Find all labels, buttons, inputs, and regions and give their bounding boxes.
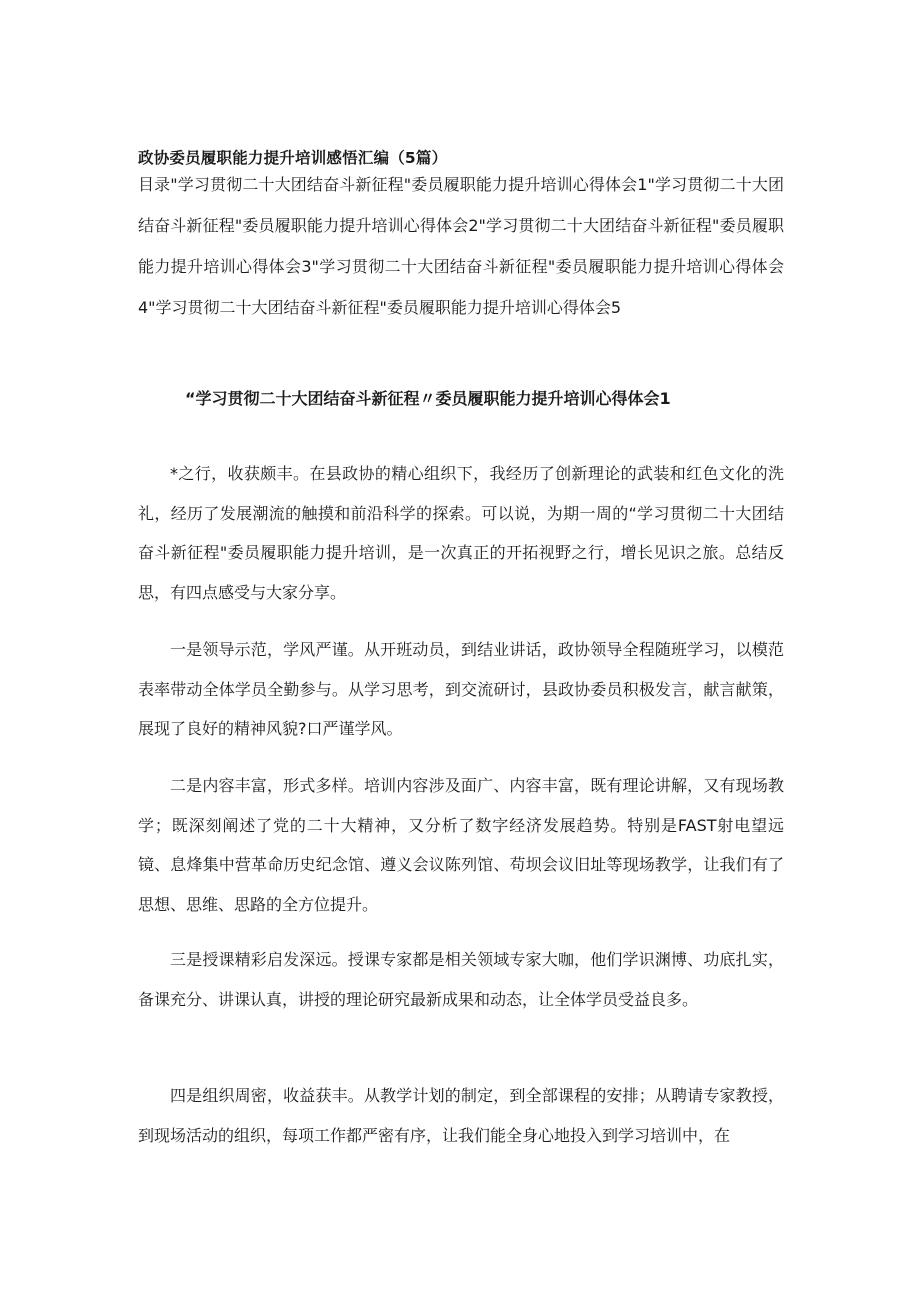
paragraph-point-4: 四是组织周密，收益获丰。从教学计划的制定，到全部课程的安排；从聘请专家教授，到现场活动的组织，每项工作都严密有序，让我们能全身心地投入到学习培训中，在 (138, 1086, 784, 1145)
paragraph-point-1: 一是领导示范，学风严谨。从开班动员，到结业讲话，政协领导全程随班学习，以模范表率带动全体学员全勤参与。从学习思考，到交流研讨，县政协委员积极发言，献言献策，展现了良好的精神风貌?口严谨学风。 (138, 640, 784, 738)
paragraph-intro: *之行，收获颇丰。在县政协的精心组织下，我经历了创新理论的武装和红色文化的洗礼，经历了发展潮流的触摸和前沿科学的探索。可以说，为期一周的“学习贯彻二十大团结奋斗新征程"委员履职能力提升培训，是一次真正的开拓视野之行，增长见识之旅。总结反思，有四点感受与大家分享。 (138, 464, 784, 602)
section-title: “学习贯彻二十大团结奋斗新征程〃委员履职能力提升培训心得体会1 (185, 389, 671, 408)
document-title: 政协委员履职能力提升培训感悟汇编（5篇） (138, 149, 448, 167)
table-of-contents: 目录"学习贯彻二十大团结奋斗新征程"委员履职能力提升培训心得体会1"学习贯彻二十大团结奋斗新征程"委员履职能力提升培训心得体会2"学习贯彻二十大团结奋斗新征程"委员履职能力提升培训心得体会3"学习贯彻二十大团结奋斗新征程"委员履职能力提升培训心得体会4"学习贯彻二十大团结奋斗新征程"委员履职能力提升培训心得体会5 (138, 175, 784, 317)
paragraph-point-3: 三是授课精彩启发深远。授课专家都是相关领域专家大咖，他们学识渊博、功底扎实，备课充分、讲课认真，讲授的理论研究最新成果和动态，让全体学员受益良多。 (138, 950, 784, 1009)
paragraph-point-2: 二是内容丰富，形式多样。培训内容涉及面广、内容丰富，既有理论讲解，又有现场教学；既深刻阐述了党的二十大精神，又分析了数字经济发展趋势。特别是FAST射电望远镜、息烽集中营革命历史纪念馆、遵义会议陈列馆、苟坝会议旧址等现场教学，让我们有了思想、思维、思路的全方位提升。 (138, 776, 784, 914)
